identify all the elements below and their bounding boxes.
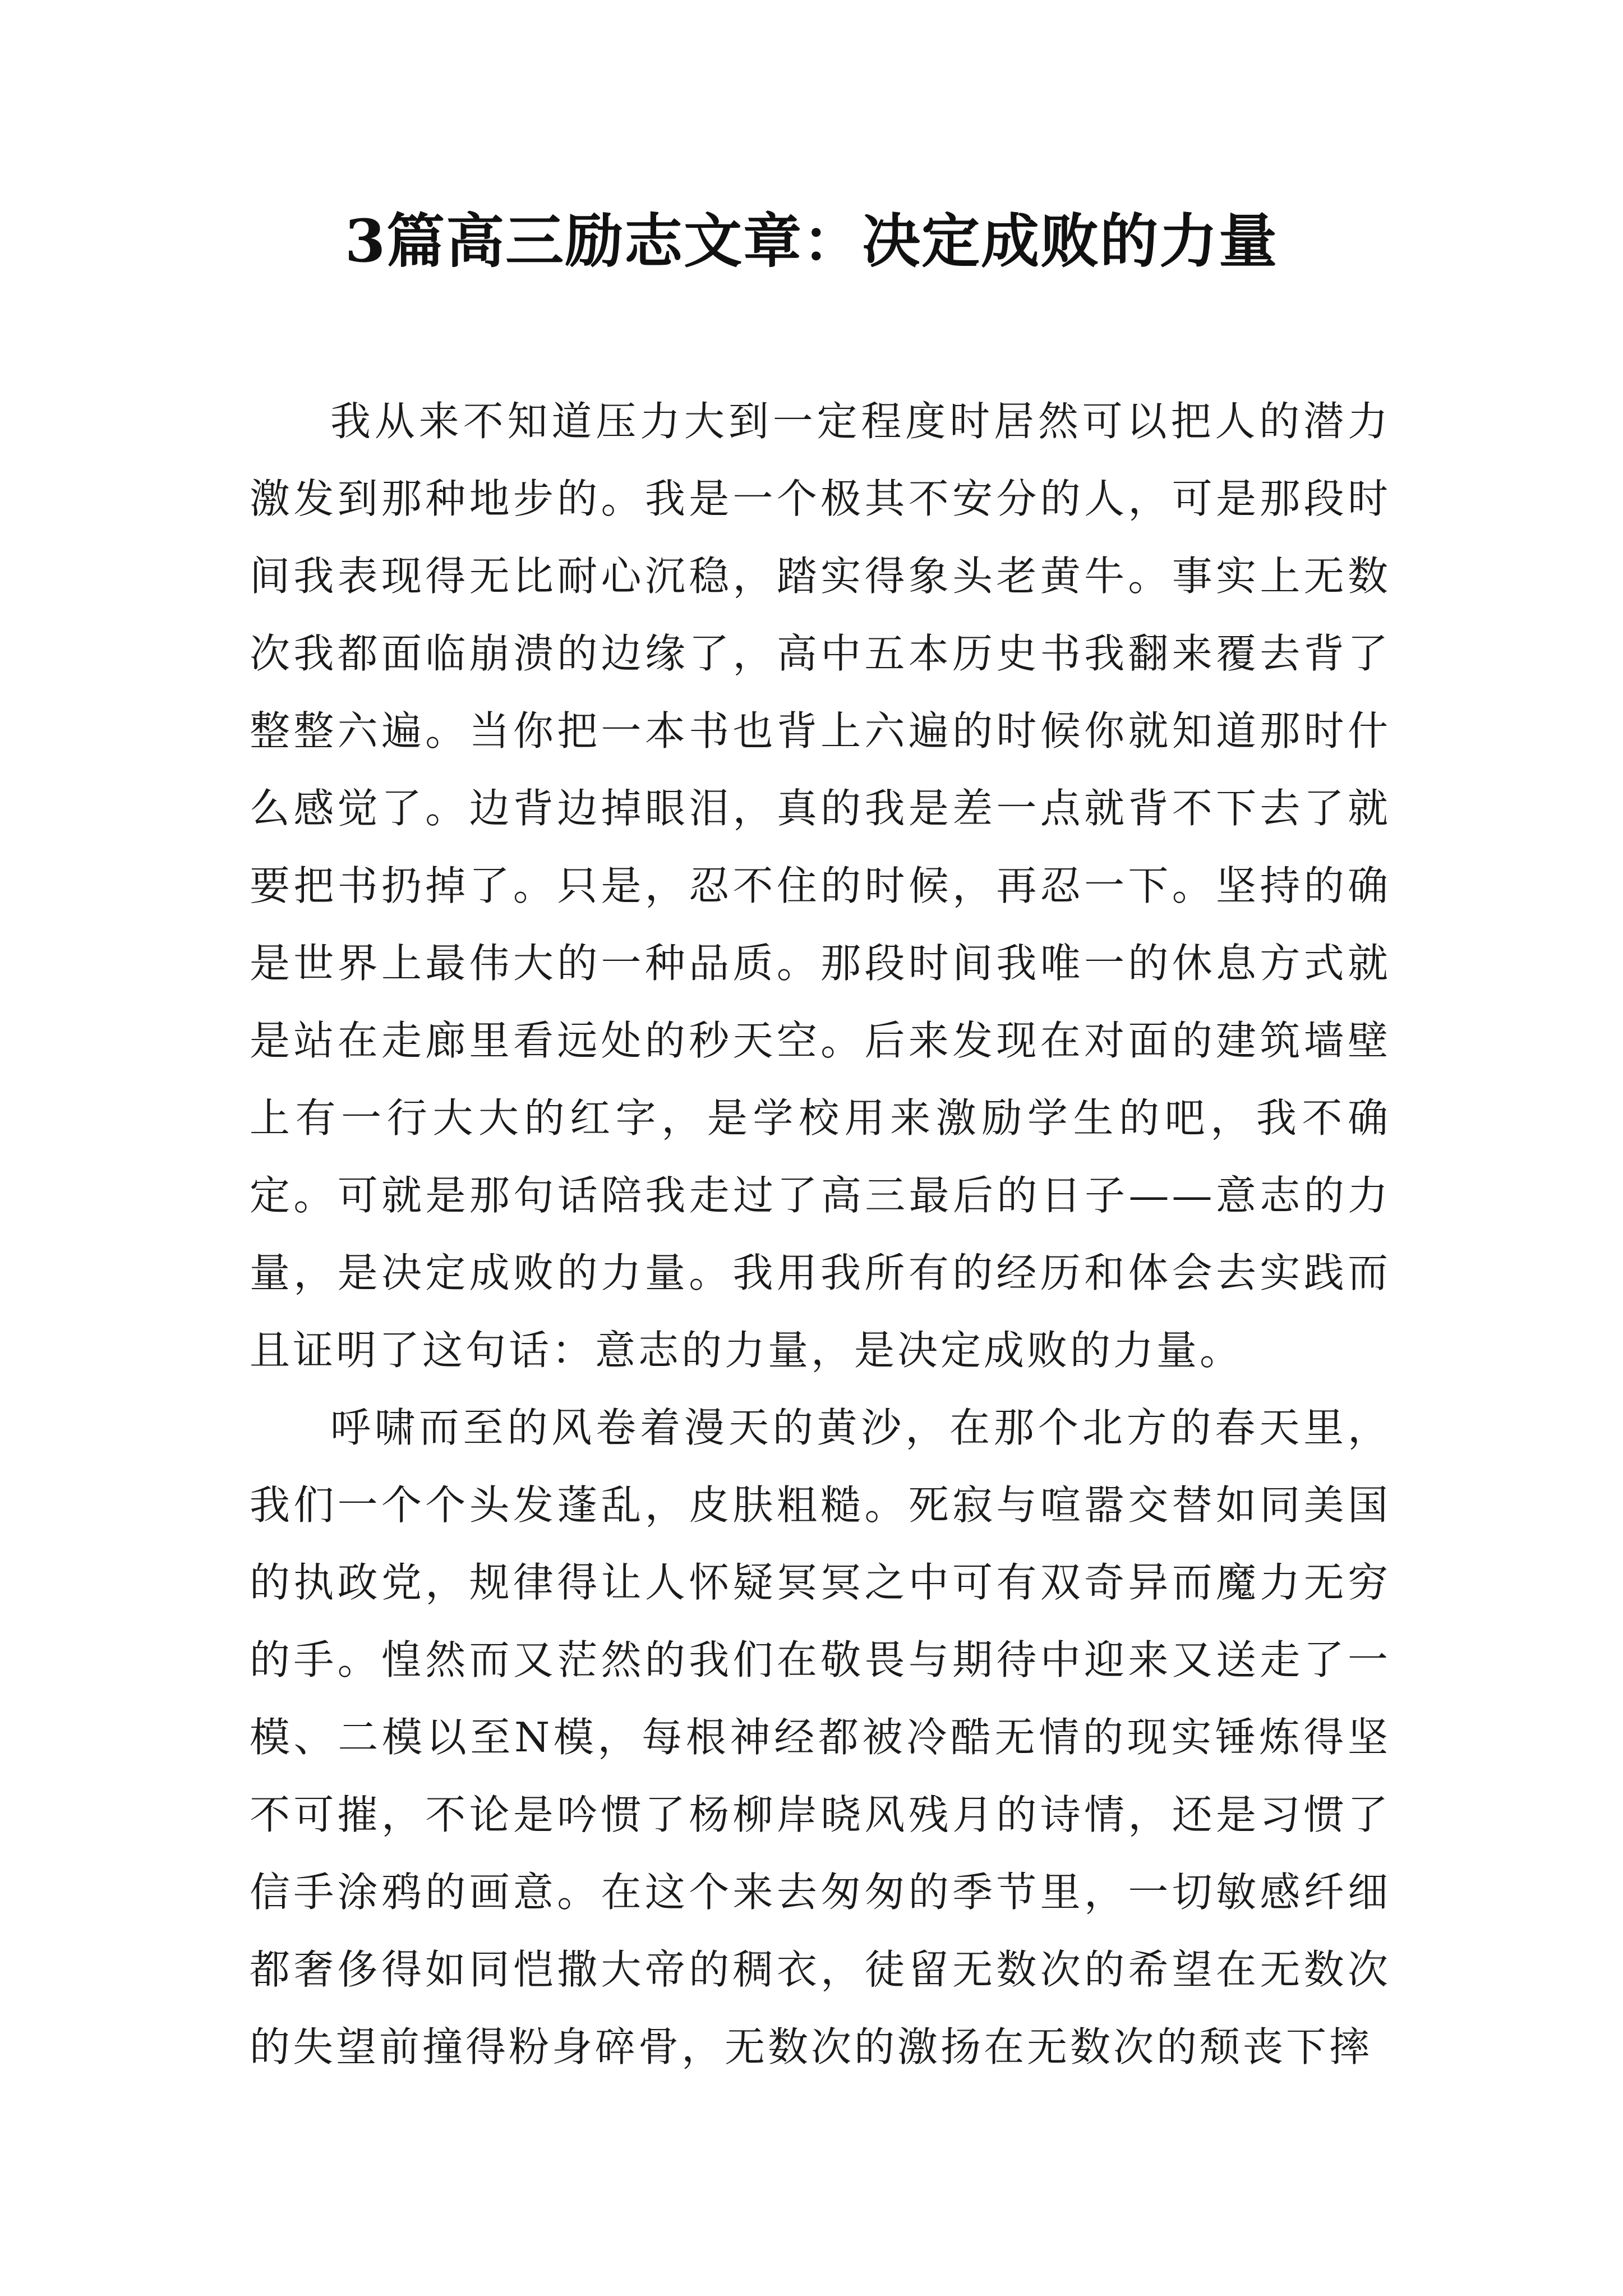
document-body (250, 383, 1391, 2086)
paragraph-2: 呼啸而至的风卷着漫天的黄沙，在那个北方的春天里，我们一个个头发蓬乱，皮肤粗糙。死寂与喧嚣交替如同美国的执政党，规律得让人怀疑冥冥之中可有双奇异而魔力无穷的手。惶然而又茫然的我们在敬畏与期待中迎来又送走了一模、二模以至N模，每根神经都被冷酷无情的现实锤炼得坚不可摧，不论是吟惯了杨柳岸晓风残月的诗情，还是习惯了信手涂鸦的画意。在这个来去匆匆的季节里，一切敏感纤细都奢侈得如同恺撒大帝的稠衣，徒留无数次的希望在无数次的失望前撞得粉身碎骨，无数次的激扬在无数次的颓丧下摔 (250, 1404, 1391, 2070)
document-title: 3篇高三励志文章：决定成败的力量 (344, 206, 1279, 275)
paragraph-1: 我从来不知道压力大到一定程度时居然可以把人的潜力激发到那种地步的。我是一个极其不安分的人，可是那段时间我表现得无比耐心沉稳，踏实得象头老黄牛。事实上无数次我都面临崩溃的边缘了，高中五本历史书我翻来覆去背了整整六遍。当你把一本书也背上六遍的时候你就知道那时什么感觉了。边背边掉眼泪，真的我是差一点就背不下去了就要把书扔掉了。只是，忍不住的时候，再忍一下。坚持的确是世界上最伟大的一种品质。那段时间我唯一的休息方式就是站在走廊里看远处的秒天空。后来发现在对面的建筑墙壁上有一行大大的红字，是学校用来激励学生的吧，我不确定。可就是那句话陪我走过了高三最后的日子——意志的力量，是决定成败的力量。我用我所有的经历和体会去实践而且证明了这句话：意志的力量，是决定成败的力量。 (250, 398, 1391, 1374)
